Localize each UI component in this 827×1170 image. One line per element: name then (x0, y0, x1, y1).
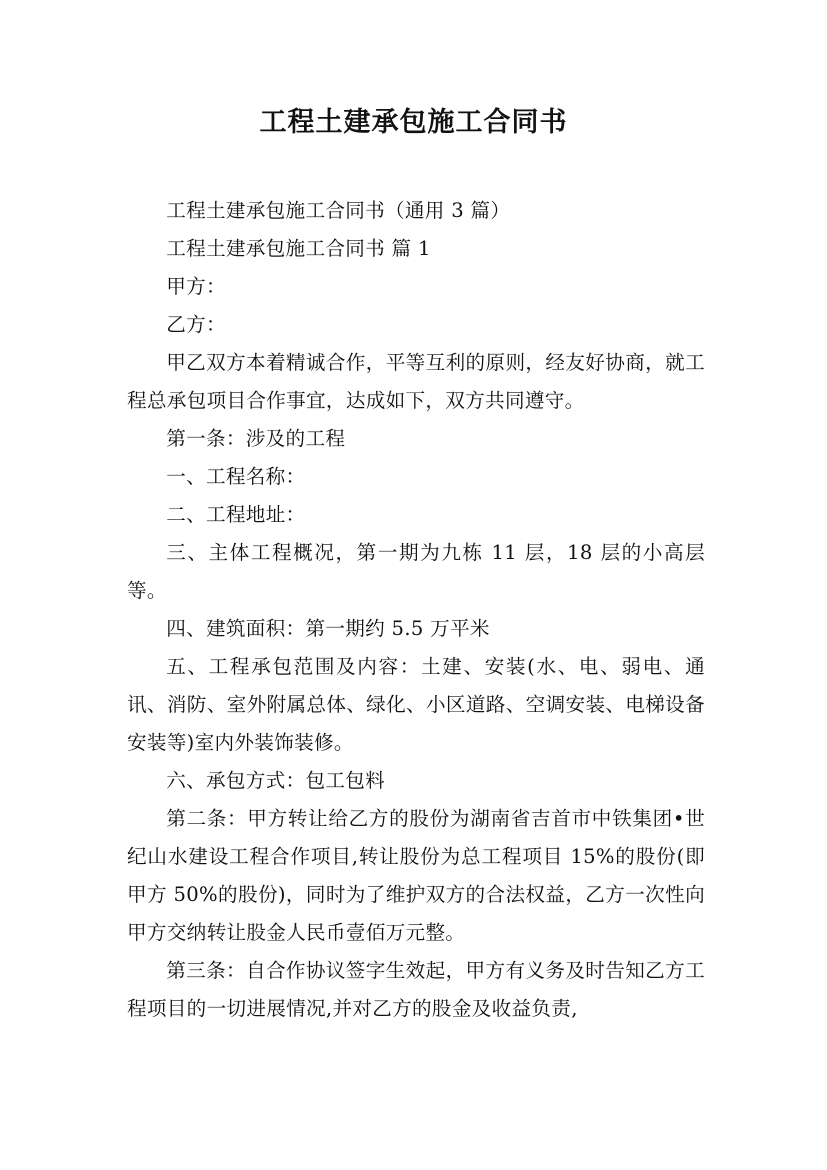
paragraph-article-3: 第三条：自合作协议签字生效起，甲方有义务及时告知乙方工程项目的一切进展情况,并对乙方的股金及收益负责, (127, 959, 705, 1020)
document-body (127, 192, 705, 1028)
paragraph-contract-method: 六、承包方式：包工包料 (166, 769, 386, 792)
paragraph-party-b: 乙方： (166, 313, 226, 336)
paragraph-article-2: 第二条：甲方转让给乙方的股份为湖南省吉首市中铁集团•世纪山水建设工程合作项目,转让股份为总工程项目 15%的股份(即甲方 50%的股份)，同时为了维护双方的合法权益，乙方一次性向甲方交纳转让股金人民币壹佰万元整。 (127, 807, 705, 944)
paragraph-subtitle: 工程土建承包施工合同书（通用 3 篇） (166, 199, 511, 222)
paragraph-contract-scope: 五、工程承包范围及内容：土建、安装(水、电、弱电、通讯、消防、室外附属总体、绿化、小区道路、空调安装、电梯设备安装等)室内外装饰装修。 (127, 655, 705, 754)
paragraph-project-name: 一、工程名称： (166, 465, 306, 488)
document-title: 工程土建承包施工合同书 (259, 107, 568, 138)
paragraph-project-overview: 三、主体工程概况，第一期为九栋 11 层，18 层的小高层等。 (127, 541, 705, 602)
paragraph-project-address: 二、工程地址： (166, 503, 306, 526)
paragraph-preamble: 甲乙双方本着精诚合作，平等互利的原则，经友好协商，就工程总承包项目合作事宜，达成如下，双方共同遵守。 (127, 351, 705, 412)
paragraph-building-area: 四、建筑面积：第一期约 5.5 万平米 (166, 617, 490, 640)
paragraph-party-a: 甲方： (166, 275, 226, 298)
paragraph-section-heading: 工程土建承包施工合同书 篇 1 (166, 237, 431, 260)
paragraph-article-1: 第一条：涉及的工程 (166, 427, 346, 450)
